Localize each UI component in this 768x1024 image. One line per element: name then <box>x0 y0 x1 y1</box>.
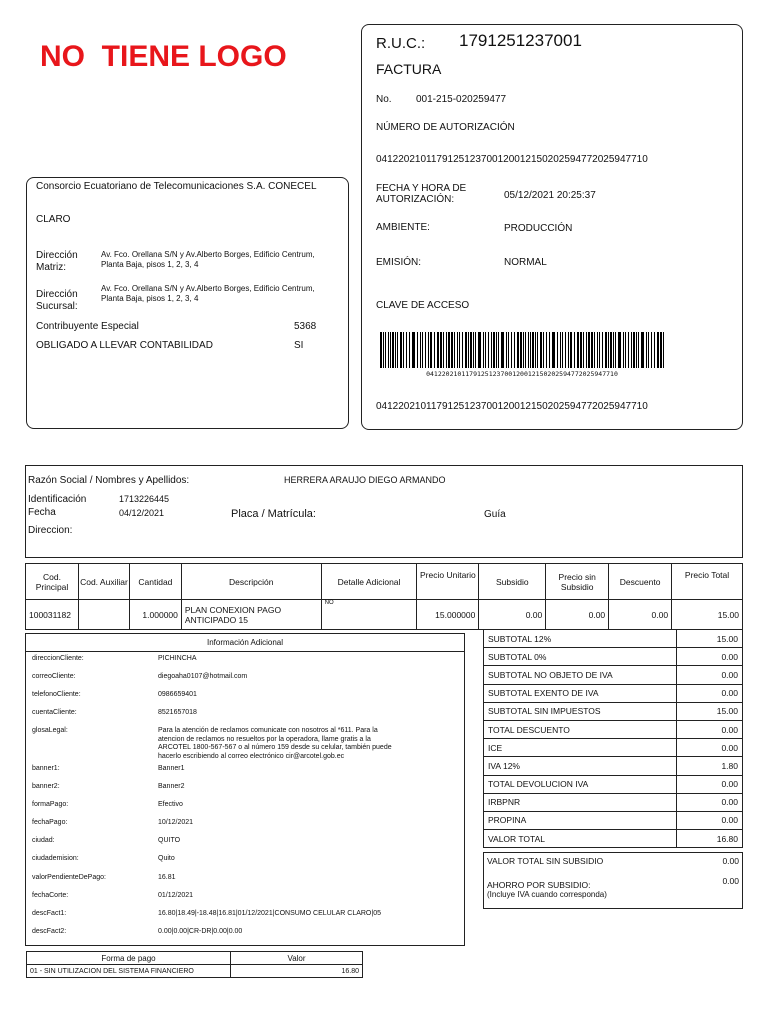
totales-row <box>484 720 743 738</box>
info-key: fechaCorte: <box>32 892 69 899</box>
barcode-bar <box>638 332 639 368</box>
barcode-bar <box>506 332 507 368</box>
barcode-bar <box>491 332 492 368</box>
barcode-bar <box>580 332 582 368</box>
barcode-bar <box>517 332 519 368</box>
info-key: banner1: <box>32 765 60 772</box>
ambiente-label: AMBIENTE: <box>376 222 430 233</box>
barcode-bar <box>557 332 558 368</box>
info-value: 01/12/2021 <box>158 892 194 899</box>
totales-table <box>483 629 743 848</box>
barcode-bar <box>475 332 476 368</box>
info-value: 16.80|18.49|-18.48|16.81|01/12/2021|CONSUMO CELULAR CLARO|05 <box>158 910 381 917</box>
barcode-bar <box>422 332 423 368</box>
barcode-bar <box>552 332 555 368</box>
dir-matriz-value: Av. Fco. Orellana S/N y Av.Alberto Borges, Edificio Centrum, Planta Baja, pisos 1, 2, 3, 4 <box>101 250 315 269</box>
totales-value: 0.00 <box>677 775 743 793</box>
info-adicional-title: Información Adicional <box>26 634 464 652</box>
fecha-value: 04/12/2021 <box>119 508 165 518</box>
barcode-bar <box>523 332 524 368</box>
barcode-bar <box>565 332 566 368</box>
barcode-bar <box>574 332 575 368</box>
totales-value: 15.00 <box>677 630 743 648</box>
totales-value: 0.00 <box>677 648 743 666</box>
forma-pago-header: Forma de pago <box>27 952 231 965</box>
totales-value: 0.00 <box>677 739 743 757</box>
table-cell <box>78 600 129 630</box>
barcode-bar <box>430 332 432 368</box>
autorizacion-value: 0412202101179125123700120012150202594772025947710 <box>376 154 648 165</box>
totales-label: SUBTOTAL 12% <box>484 630 677 648</box>
barcode-bar <box>641 332 644 368</box>
ruc-value: 1791251237001 <box>459 31 582 50</box>
barcode-bar <box>525 332 526 368</box>
barcode-bar <box>440 332 442 368</box>
barcode-bar <box>618 332 621 368</box>
barcode-bar <box>599 332 600 368</box>
barcode-bar <box>530 332 531 368</box>
info-value: 0.00|0.00|CR-DR|0.00|0.00 <box>158 928 243 935</box>
barcode-bar <box>648 332 649 368</box>
barcode-bar <box>540 332 542 368</box>
barcode-bar <box>651 332 652 368</box>
emisor-box <box>26 177 349 429</box>
clave-acceso-value: 0412202101179125123700120012150202594772025947710 <box>376 401 648 412</box>
barcode-bar <box>568 332 569 368</box>
barcode-bar <box>562 332 563 368</box>
info-key: formaPago: <box>32 801 69 808</box>
info-value: QUITO <box>158 837 181 844</box>
barcode-bar <box>625 332 626 368</box>
barcode-bar <box>501 332 504 368</box>
barcode-bar <box>397 332 398 368</box>
barcode-bar <box>654 332 655 368</box>
barcode-bar <box>468 332 469 368</box>
dir-sucursal-value: Av. Fco. Orellana S/N y Av.Alberto Borges, Edificio Centrum, Planta Baja, pisos 1, 2, 3, 4 <box>101 284 315 303</box>
document-type: FACTURA <box>376 61 442 77</box>
barcode-bar <box>448 332 450 368</box>
totales-label: VALOR TOTAL <box>484 830 677 848</box>
barcode-bar <box>446 332 447 368</box>
table-cell: 15.00 <box>672 600 743 630</box>
totales-row <box>484 630 743 648</box>
barcode-bar <box>588 332 590 368</box>
ambiente-value: PRODUCCIÓN <box>504 223 573 234</box>
table-cell: 0.00 <box>609 600 672 630</box>
dir-matriz-label: Dirección Matriz: <box>36 250 78 273</box>
barcode-bar <box>420 332 421 368</box>
barcode-bar <box>520 332 522 368</box>
barcode-bar <box>380 332 382 368</box>
totales-row <box>484 830 743 848</box>
numero-label: No. <box>376 94 392 105</box>
totales-value: 1.80 <box>677 757 743 775</box>
barcode-bar <box>628 332 629 368</box>
barcode-bar <box>537 332 538 368</box>
totales-label: SUBTOTAL SIN IMPUESTOS <box>484 702 677 720</box>
barcode-bar <box>660 332 662 368</box>
obligado-label: OBLIGADO A LLEVAR CONTABILIDAD <box>36 340 213 351</box>
barcode-bar <box>532 332 534 368</box>
dir-sucursal-label: Dirección Sucursal: <box>36 289 78 312</box>
barcode-bar <box>412 332 415 368</box>
barcode-bar <box>488 332 489 368</box>
totales-label: PROPINA <box>484 811 677 829</box>
barcode-bar <box>451 332 453 368</box>
barcode-bar <box>608 332 609 368</box>
forma-pago-table <box>26 951 363 978</box>
totales-label: SUBTOTAL NO OBJETO DE IVA <box>484 666 677 684</box>
info-value: Para la atención de reclamos comunicate con nosotros al *611. Para la atencion de reclamos no resueltos por la operadora, llame gratis a la ARCOTEL 1800-567-567 o al número 159 desde su celular, también puede hacerlo escribiendo al correo electrónico cir@arcotel.gob.ec <box>158 727 392 760</box>
barcode-bar <box>406 332 407 368</box>
razon-social-label: Razón Social / Nombres y Apellidos: <box>28 475 190 486</box>
column-header: Precio Total <box>672 564 743 600</box>
barcode-bar <box>459 332 460 368</box>
barcode-bar <box>428 332 429 368</box>
barcode-bar <box>605 332 607 368</box>
barcode-bar <box>454 332 455 368</box>
column-header: Precio sin Subsidio <box>546 564 609 600</box>
autorizacion-label: NÚMERO DE AUTORIZACIÓN <box>376 122 515 133</box>
barcode-bar <box>473 332 474 368</box>
logo-placeholder: NO TIENE LOGO <box>40 40 287 73</box>
fecha-label: Fecha <box>28 507 56 518</box>
emision-value: NORMAL <box>504 257 547 268</box>
subsidio-box <box>483 852 743 909</box>
barcode-bar <box>508 332 509 368</box>
info-adicional-box <box>25 633 465 946</box>
barcode-bar <box>403 332 404 368</box>
barcode-bar <box>560 332 561 368</box>
table-cell: 0.00 <box>546 600 609 630</box>
barcode-bar <box>409 332 410 368</box>
barcode-bar <box>478 332 481 368</box>
barcode-bar <box>543 332 544 368</box>
info-key: cuentaCliente: <box>32 709 77 716</box>
info-key: ciudad: <box>32 837 55 844</box>
barcode-bar <box>549 332 550 368</box>
fecha-autorizacion-label: FECHA Y HORA DE AUTORIZACIÓN: <box>376 183 467 205</box>
barcode-bar <box>657 332 659 368</box>
table-cell: 15.000000 <box>417 600 479 630</box>
emision-label: EMISIÓN: <box>376 257 422 268</box>
column-header: Descripción <box>181 564 321 600</box>
contribuyente-value: 5368 <box>294 321 317 332</box>
totales-value: 15.00 <box>677 702 743 720</box>
barcode-bar <box>591 332 593 368</box>
table-cell: 100031182 <box>26 600 79 630</box>
barcode-bar <box>437 332 439 368</box>
valor-header: Valor <box>231 952 363 965</box>
barcode-bar <box>511 332 512 368</box>
column-header: Descuento <box>609 564 672 600</box>
info-key: direccionCliente: <box>32 655 84 662</box>
totales-value: 0.00 <box>677 720 743 738</box>
barcode-bar <box>457 332 458 368</box>
info-key: glosaLegal: <box>32 727 68 734</box>
barcode-bar <box>615 332 616 368</box>
barcode-bar <box>636 332 637 368</box>
info-value: Efectivo <box>158 801 183 808</box>
column-header: Cod. Auxiliar <box>78 564 129 600</box>
info-value: diegoaha0107@hotmail.com <box>158 673 248 680</box>
barcode-bar <box>514 332 515 368</box>
valor-sin-subsidio-label: VALOR TOTAL SIN SUBSIDIO <box>487 856 604 866</box>
table-cell: PLAN CONEXION PAGO ANTICIPADO 15 <box>181 600 321 630</box>
cliente-box <box>25 465 743 558</box>
barcode-bar <box>493 332 495 368</box>
info-key: banner2: <box>32 783 60 790</box>
contribuyente-label: Contribuyente Especial <box>36 321 139 332</box>
barcode-bar <box>425 332 426 368</box>
barcode-bar <box>597 332 598 368</box>
totales-row <box>484 702 743 720</box>
totales-label: IVA 12% <box>484 757 677 775</box>
totales-row <box>484 811 743 829</box>
totales-label: SUBTOTAL 0% <box>484 648 677 666</box>
info-value: 16.81 <box>158 874 176 881</box>
totales-label: TOTAL DESCUENTO <box>484 720 677 738</box>
ahorro-subsidio-label: AHORRO POR SUBSIDIO: <box>487 880 591 890</box>
guia-label: Guía <box>484 509 506 520</box>
forma-pago-valor: 16.80 <box>231 965 363 978</box>
info-value: Quito <box>158 855 175 862</box>
barcode-bar <box>383 332 384 368</box>
totales-label: IRBPNR <box>484 793 677 811</box>
barcode-bar <box>434 332 435 368</box>
totales-row <box>484 666 743 684</box>
column-header: Precio Unitario <box>417 564 479 600</box>
info-value: 0986659401 <box>158 691 197 698</box>
totales-row <box>484 739 743 757</box>
obligado-value: SI <box>294 340 304 351</box>
ahorro-subsidio-note: (Incluye IVA cuando corresponda) <box>487 890 607 899</box>
info-key: correoCliente: <box>32 673 76 680</box>
barcode-bar <box>631 332 632 368</box>
barcode-bar <box>583 332 584 368</box>
barcode-text: 0412202101179125123700120012150202594772025947710 <box>426 370 618 378</box>
totales-row <box>484 775 743 793</box>
placa-label: Placa / Matrícula: <box>231 508 316 520</box>
totales-row <box>484 684 743 702</box>
totales-value: 0.00 <box>677 666 743 684</box>
totales-value: 0.00 <box>677 684 743 702</box>
barcode-bar <box>570 332 572 368</box>
forma-pago-value: 01 - SIN UTILIZACION DEL SISTEMA FINANCIERO <box>27 965 231 978</box>
direccion-label: Direccion: <box>28 525 73 536</box>
column-header: Detalle Adicional <box>321 564 417 600</box>
info-value: 8521657018 <box>158 709 197 716</box>
info-value: 10/12/2021 <box>158 819 194 826</box>
barcode-bar <box>462 332 463 368</box>
fecha-autorizacion-value: 05/12/2021 20:25:37 <box>504 190 596 201</box>
barcode-bar <box>465 332 467 368</box>
ahorro-subsidio-value: 0.00 <box>722 876 739 886</box>
column-header: Cantidad <box>129 564 181 600</box>
totales-label: SUBTOTAL EXENTO DE IVA <box>484 684 677 702</box>
barcode-bar <box>610 332 612 368</box>
barcode-bar <box>546 332 547 368</box>
barcode-bar <box>483 332 484 368</box>
valor-sin-subsidio-value: 0.00 <box>722 856 739 866</box>
totales-value: 0.00 <box>677 811 743 829</box>
barcode-bar <box>623 332 624 368</box>
info-key: ciudademision: <box>32 855 79 862</box>
totales-row <box>484 757 743 775</box>
info-value: Banner2 <box>158 783 185 790</box>
barcode-bar <box>633 332 635 368</box>
info-value: Banner1 <box>158 765 185 772</box>
barcode-bar <box>646 332 647 368</box>
barcode-bar <box>390 332 391 368</box>
column-header: Subsidio <box>479 564 546 600</box>
totales-row <box>484 648 743 666</box>
info-key: descFact2: <box>32 928 67 935</box>
info-value: PICHINCHA <box>158 655 197 662</box>
totales-label: TOTAL DEVOLUCION IVA <box>484 775 677 793</box>
barcode-bar <box>388 332 389 368</box>
identificacion-label: Identificación <box>28 494 87 505</box>
barcode-bar <box>392 332 394 368</box>
ruc-label: R.U.C.: <box>376 35 426 52</box>
emisor-nombre-comercial: CLARO <box>36 214 71 225</box>
barcode-bar <box>535 332 536 368</box>
table-cell: NO <box>321 600 417 630</box>
barcode-bar <box>663 332 664 368</box>
barcode-bar <box>385 332 386 368</box>
barcode-bar <box>528 332 529 368</box>
identificacion-value: 1713226445 <box>119 494 170 504</box>
numero-value: 001-215-020259477 <box>416 94 507 105</box>
barcode <box>380 332 664 368</box>
barcode-bar <box>496 332 497 368</box>
info-key: valorPendienteDePago: <box>32 874 106 881</box>
table-row <box>26 600 743 630</box>
items-header-row <box>26 564 743 600</box>
totales-label: ICE <box>484 739 677 757</box>
barcode-bar <box>395 332 396 368</box>
totales-row <box>484 793 743 811</box>
emisor-razon-social: Consorcio Ecuatoriano de Telecomunicaciones S.A. CONECEL <box>36 181 317 192</box>
totales-value: 0.00 <box>677 793 743 811</box>
totales-value: 16.80 <box>677 830 743 848</box>
barcode-bar <box>613 332 614 368</box>
razon-social-value: HERRERA ARAUJO DIEGO ARMANDO <box>284 475 446 485</box>
info-key: telefonoCliente: <box>32 691 81 698</box>
info-key: descFact1: <box>32 910 67 917</box>
barcode-bar <box>400 332 402 368</box>
column-header: Cod. Principal <box>26 564 79 600</box>
table-cell: 0.00 <box>479 600 546 630</box>
info-key: fechaPago: <box>32 819 68 826</box>
barcode-bar <box>586 332 587 368</box>
barcode-bar <box>577 332 579 368</box>
factura-box <box>361 24 743 430</box>
barcode-bar <box>602 332 603 368</box>
barcode-bar <box>498 332 499 368</box>
barcode-bar <box>594 332 595 368</box>
table-cell: 1.000000 <box>129 600 181 630</box>
clave-acceso-label: CLAVE DE ACCESO <box>376 300 470 311</box>
barcode-bar <box>470 332 472 368</box>
barcode-bar <box>443 332 444 368</box>
items-table <box>25 563 743 630</box>
barcode-bar <box>417 332 418 368</box>
barcode-bar <box>485 332 486 368</box>
